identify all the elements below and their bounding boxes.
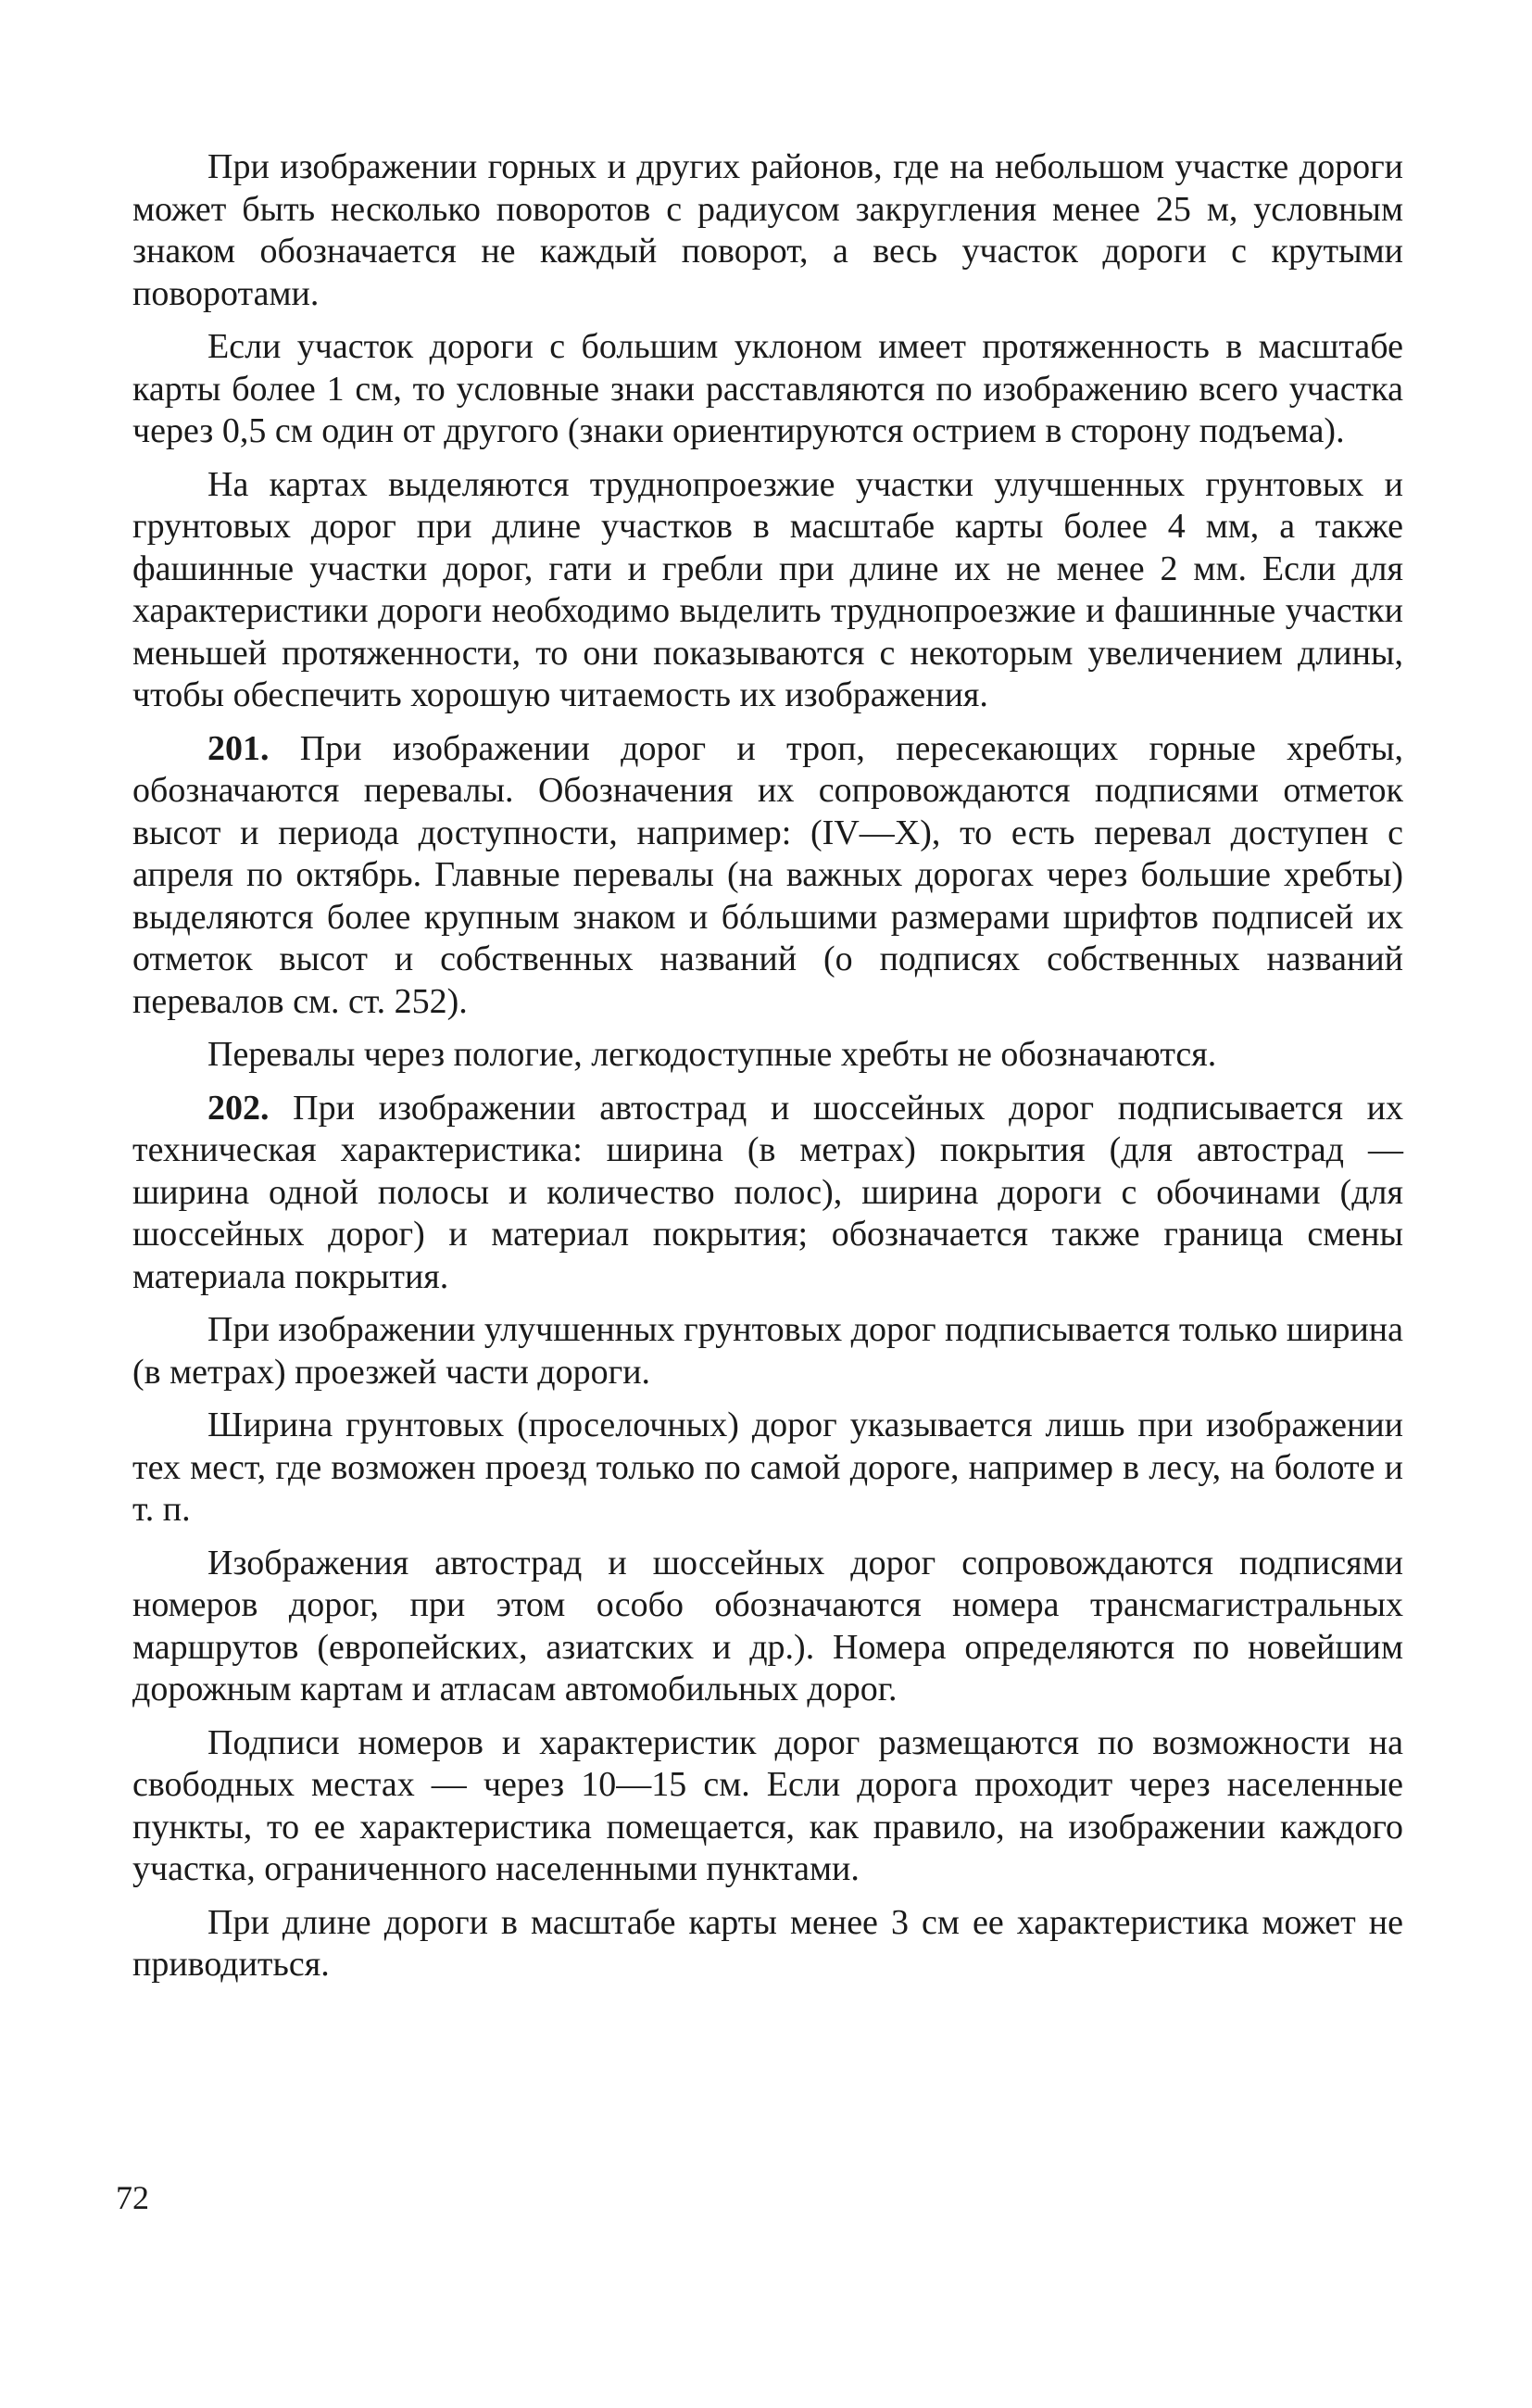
paragraph: При изображении горных и других районов, где на небольшом участке дороги может быть несколько поворотов с радиусом закругления менее 25 м, условным знаком обозначается не каждый поворот, а весь участок дороги с крутыми поворотами. [132,147,1403,313]
paragraph: Перевалы через пологие, легкодоступные хребты не обозначаются. [207,1035,1217,1074]
section-number: 202. [207,1088,270,1128]
page-number: 72 [116,2179,149,2216]
paragraph: Изображения автострад и шоссейных дорог сопровождаются подписями номеров дорог, при этом особо обозначаются номера трансмагистральных маршрутов (европейских, азиатских и др.). Номера определяются по новейшим дорожным картам и атласам автомобильных дорог. [132,1543,1403,1708]
section-202-paragraph [132,1088,1403,1299]
paragraph: Если участок дороги с большим уклоном имеет протяженность в масштабе карты более 1 см, то условные знаки расставляются по изображению всего участка через 0,5 см один от другого (знаки ориентируются острием в сторону подъема). [132,327,1403,450]
paragraph: Подписи номеров и характеристик дорог размещаются по возможности на свободных местах — через 10—15 см. Если дорога проходит через населенные пункты, то ее характеристика помещается, как правило, на изображении каждого участка, ограниченного населенными пунктами. [132,1722,1403,1888]
paragraph: При длине дороги в масштабе карты менее 3 см ее характеристика может не приводиться. [132,1902,1403,1984]
section-201-paragraph [132,728,1403,1024]
document-body [132,146,1403,1998]
paragraph: При изображении улучшенных грунтовых дорог подписывается только ширина (в метрах) проезжей части дороги. [132,1310,1403,1392]
section-text: При изображении дорог и троп, пересекающих горные хребты, обозначаются перевалы. Обозначения их сопровождаются подписями отметок высот и периода доступности, например: (IV—X), то есть перевал доступен с апреля по октябрь. Главные перевалы (на важных дорогах через большие хребты) выделяются более крупным знаком и бóльшими размерами шрифтов подписей их отметок высот и собственных названий (о подписях собственных названий перевалов см. ст. 252). [132,728,1403,1021]
paragraph: На картах выделяются труднопроезжие участки улучшенных грунтовых и грунтовых дорог при длине участков в масштабе карты более 4 мм, а также фашинные участки дорог, гати и гребли при длине их не менее 2 мм. Если для характеристики дороги необходимо выделить труднопроезжие и фашинные участки меньшей протяженности, то они показываются с некоторым увеличением длины, чтобы обеспечить хорошую читаемость их изображения. [132,464,1403,714]
section-text: При изображении автострад и шоссейных дорог подписывается их техническая характеристика: ширина (в метрах) покрытия (для автострад — ширина одной полосы и количество полос), ширина дороги с обочинами (для шоссейных дорог) и материал покрытия; обозначается также граница смены материала покрытия. [132,1088,1403,1296]
paragraph: Ширина грунтовых (проселочных) дорог указывается лишь при изображении тех мест, где возможен проезд только по самой дороге, например в лесу, на болоте и т. п. [132,1406,1403,1529]
section-number: 201. [207,728,270,768]
